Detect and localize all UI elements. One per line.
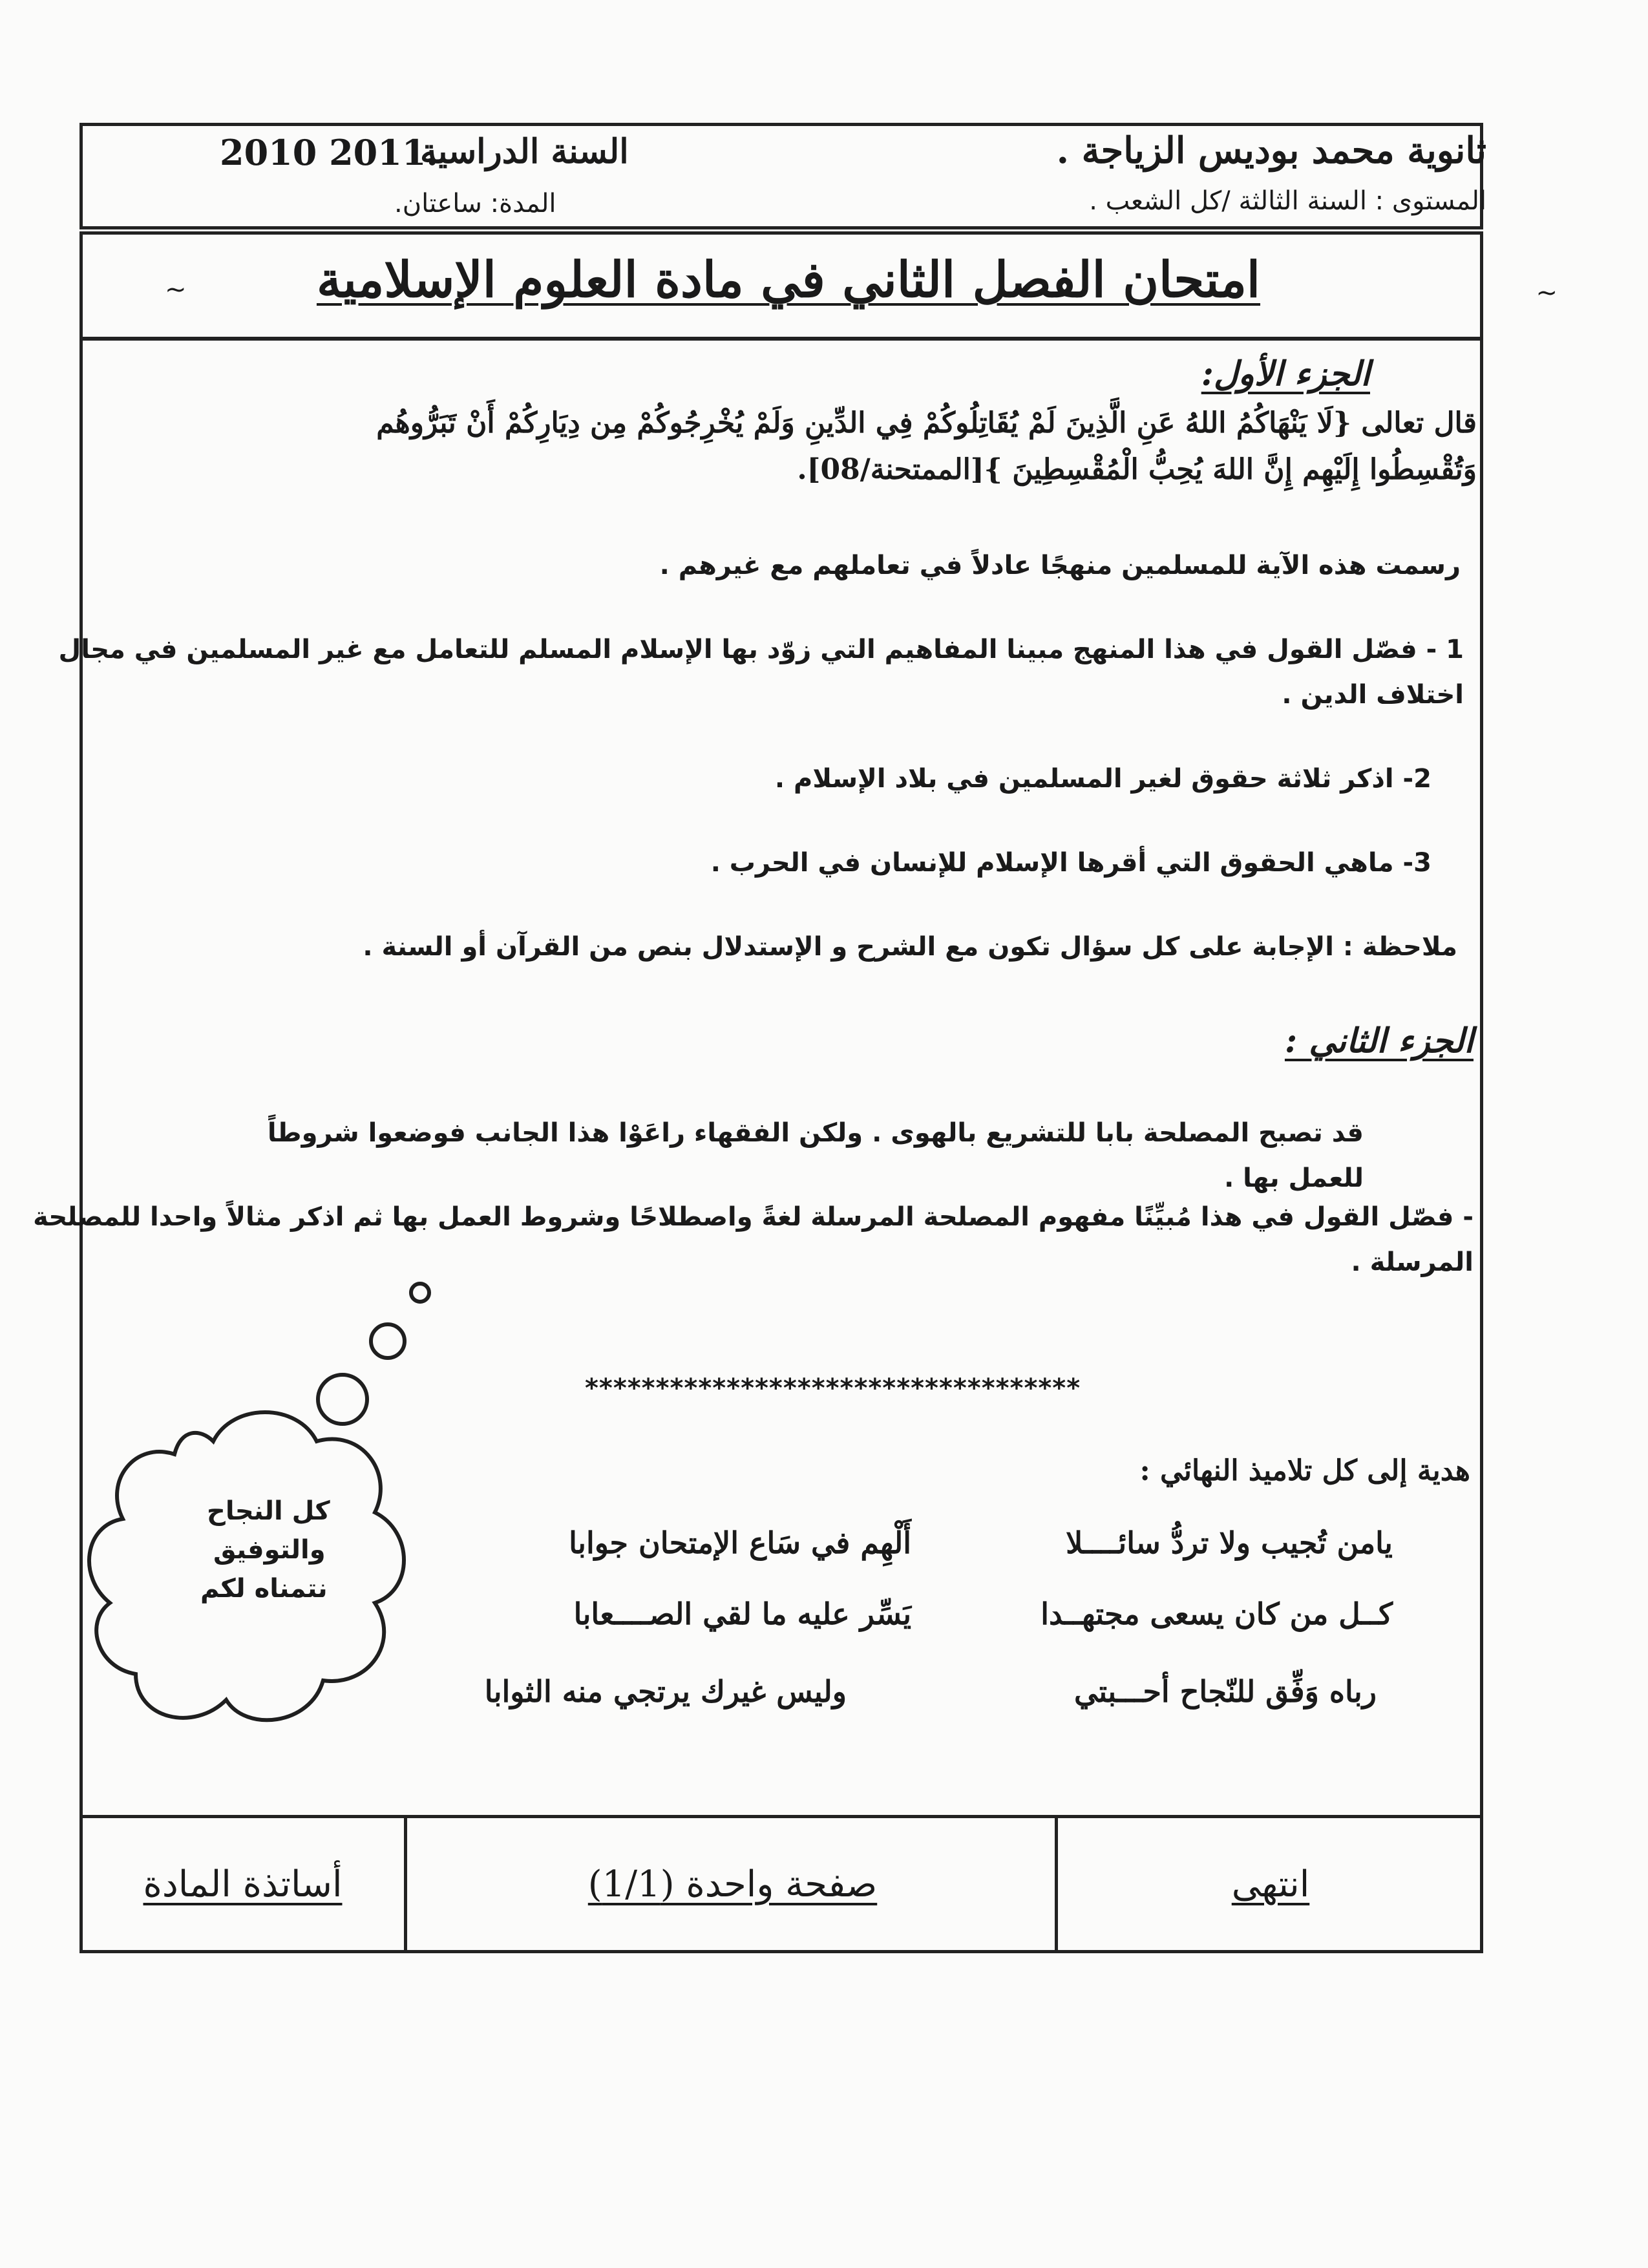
part1-intro: رسمت هذه الآية للمسلمين منهجًا عادلاً في تعاملهم مع غيرهم . [659, 551, 1461, 580]
part2-question-line1: - فصّل القول في هذا مُبيِّنًا مفهوم المصلحة المرسلة لغةً واصطلاحًا وشروط العمل بها ثم اذكر مثالاً واحدا للمصلحة [33, 1202, 1474, 1232]
teachers-label: أساتذة المادة [143, 1863, 343, 1905]
cloud-line-2: والتوفيق [213, 1535, 326, 1565]
exam-title: امتحان الفصل الثاني في مادة العلوم الإسلامية [316, 251, 1261, 308]
question-3: 3- ماهي الحقوق التي أقرها الإسلام للإنسان في الحرب . [710, 848, 1431, 878]
question-2: 2- اذكر ثلاثة حقوق لغير المسلمين في بلاد الإسلام . [774, 764, 1431, 794]
poem-verse-1-left: أَلْهِم في سَاع الإمتحان جوابا [569, 1525, 911, 1560]
poem-verse-2-right: كــل من كان يسعى مجتهــدا [1041, 1596, 1393, 1631]
question-1-line1: 1 - فصّل القول في هذا المنهج مبينا المفاهيم التي زوّد بها الإسلام المسلم للتعامل مع غير المسلمين في مجال [58, 635, 1464, 664]
school-year: 2010 2011. [220, 132, 439, 173]
separator-stars: *********************************** [585, 1373, 1081, 1403]
end-label: انتهى [1231, 1863, 1310, 1905]
school-name: ثانوية محمد بوديس الزياجة . [1056, 129, 1486, 172]
footer-cell-pages [404, 1815, 1058, 1953]
poem-verse-3-left: وليس غيرك يرتجي منه الثوابا [484, 1674, 847, 1709]
footer-cell-teachers [79, 1815, 406, 1953]
part1-heading: الجزء الأول: [1201, 354, 1370, 394]
part2-intro: قد تصبح المصلحة بابا للتشريع بالهوى . ولكن الفقهاء راعَوْا هذا الجانب فوضعوا شروطاً للعمل بها . [267, 1118, 1364, 1193]
dedication-line: هدية إلى كل تلاميذ النهائي : [1139, 1454, 1470, 1487]
title-decor-left: ~ [165, 275, 187, 304]
year-label: السنة الدراسية [420, 132, 629, 171]
question-1-line2: اختلاف الدين . [1282, 680, 1464, 710]
part2-heading: الجزء الثاني : [1284, 1021, 1474, 1061]
footer-cell-end [1055, 1815, 1483, 1953]
page-count-label: صفحة واحدة (1/1) [587, 1863, 878, 1905]
poem-verse-2-left: يَسِّر عليه ما لقي الصــــعابا [573, 1596, 911, 1631]
duration-info: المدة: ساعتان. [394, 189, 556, 218]
part1-quote-line1: قال تعالى {لَا يَنْهَاكُمُ اللهُ عَنِ الَّذِينَ لَمْ يُقَاتِلُوكُمْ فِي الدِّينِ وَلَمْ يُخْرِجُوكُمْ مِن دِيَارِكُمْ أَنْ تَبَرُّوهُم [376, 407, 1477, 440]
title-decor-right: ~ [1536, 278, 1558, 308]
poem-verse-1-right: يامن تُجيب ولا تردُّ سائــــلا [1066, 1525, 1393, 1560]
poem-verse-3-right: رباه وَفِّق للنّجاح أحـــبتي [1073, 1674, 1377, 1709]
cloud-line-1: كل النجاح [207, 1496, 330, 1526]
cloud-line-3: نتمناه لكم [200, 1574, 328, 1604]
part1-quote-line2: وَتُقْسِطُوا إِلَيْهِم إِنَّ اللهَ يُحِبُّ الْمُقْسِطِينَ }[الممتحنة/08]. [797, 453, 1477, 486]
part1-note: ملاحظة : الإجابة على كل سؤال تكون مع الشرح و الإستدلال بنص من القرآن أو السنة . [363, 932, 1457, 962]
level-info: المستوى : السنة الثالثة /كل الشعب . [1089, 186, 1486, 216]
part2-question-line2: المرسلة . [1351, 1247, 1474, 1277]
